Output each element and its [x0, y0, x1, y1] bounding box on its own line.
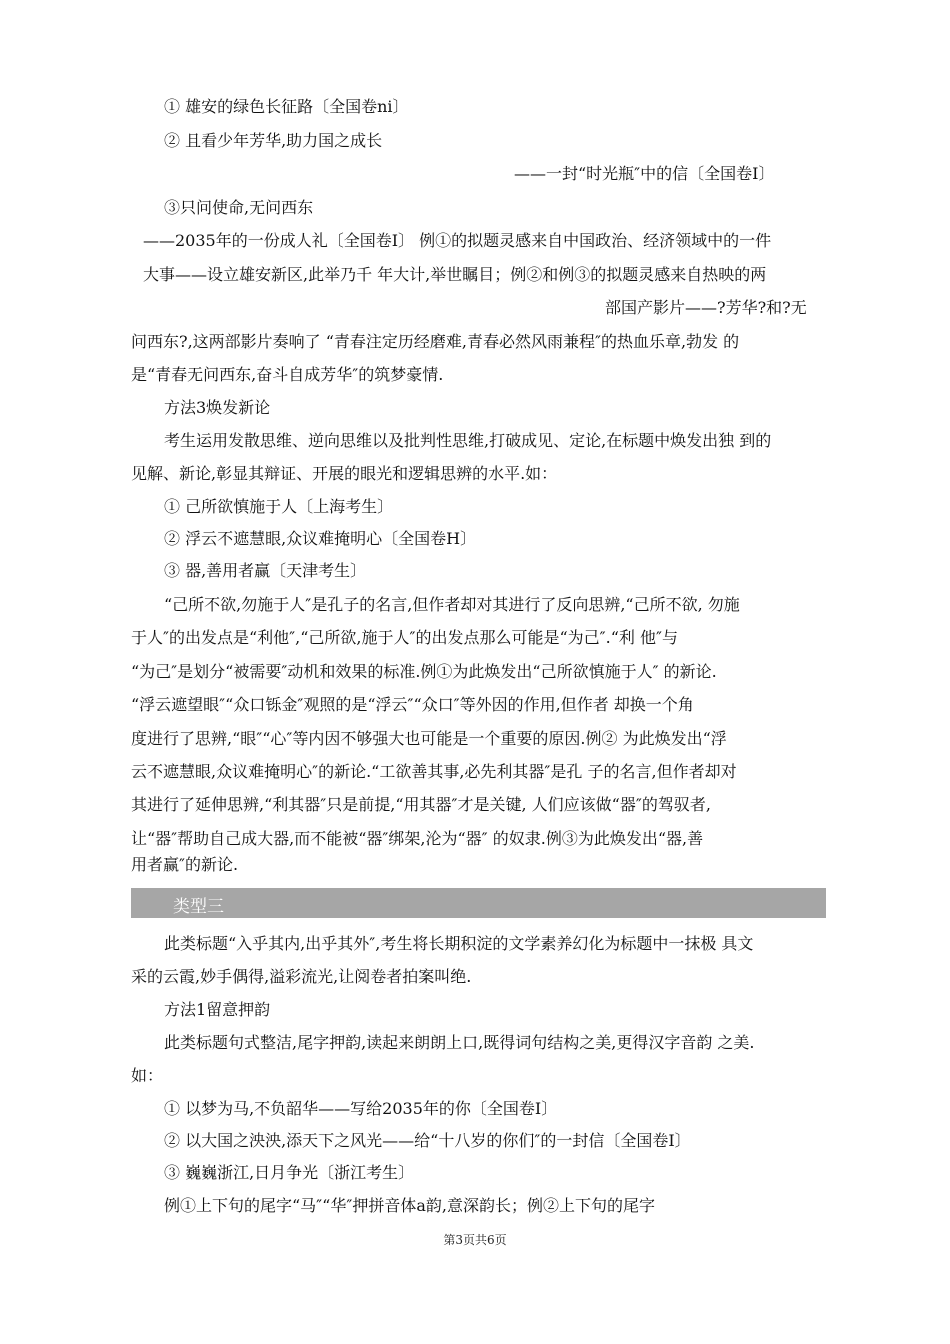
example-line: ② 且看少年芳华,助力国之成长 — [164, 131, 383, 150]
paragraph-line: 部国产影片——?芳华?和?无 — [605, 298, 807, 317]
paragraph-line: 问西东?,这两部影片奏响了 “青春注定历经磨难,青春必然风雨兼程″的热血乐章,勃发 的 — [131, 332, 740, 351]
paragraph-line: “己所不欲,勿施于人″是孔子的名言,但作者却对其进行了反向思辨,“己所不欲, 勿施 — [164, 595, 740, 614]
paragraph-line: 例①上下句的尾字“马″“华″押拼音体a韵,意深韵长；例②上下句的尾字 — [164, 1196, 655, 1215]
example-line: ③ 巍巍浙江,日月争光〔浙江考生〕 — [164, 1163, 415, 1182]
example-line: ② 以大国之泱泱,添天下之风光——给“十八岁的你们″的一封信〔全国卷I〕 — [164, 1131, 691, 1150]
paragraph-line: 如： — [131, 1066, 164, 1085]
paragraph-line: 此类标题句式整洁,尾字押韵,读起来朗朗上口,既得词句结构之美,更得汉字音韵 之美. — [164, 1033, 755, 1052]
paragraph-line: 让“器″帮助自己成大器,而不能被“器″绑架,沦为“器″ 的奴隶.例③为此焕发出“器,善 — [131, 829, 704, 848]
paragraph-line: 此类标题“入乎其内,出乎其外″,考生将长期积淀的文学素养幻化为标题中一抹极 具文 — [164, 934, 754, 953]
paragraph-line: 采的云霞,妙手偶得,溢彩流光,让阅卷者拍案叫绝. — [131, 967, 472, 986]
example-line: ③ 器,善用者赢〔天津考生〕 — [164, 561, 367, 580]
page-footer: 第3页共6页 — [443, 1233, 507, 1247]
paragraph-line: “浮云遮望眼″“众口铄金″观照的是“浮云″“众口″等外因的作用,但作者 却换一个角 — [131, 695, 694, 714]
example-line: ② 浮云不遮慧眼,众议难掩明心〔全国卷H〕 — [164, 529, 477, 548]
paragraph-line: “为己″是划分“被需要″动机和效果的标准.例①为此焕发出“己所欲慎施于人″ 的新论. — [131, 662, 717, 681]
example-line: ③只问使命,无问西东 — [164, 198, 314, 217]
paragraph-line: 于人″的出发点是“利他″,“己所欲,施于人″的出发点那么可能是“为己″.“利 他″与 — [131, 628, 678, 647]
method-heading: 方法1留意押韵 — [164, 1000, 271, 1019]
paragraph-line: 见解、新论,彰显其辩证、开展的眼光和逻辑思辨的水平.如： — [131, 464, 558, 483]
paragraph-line: 度进行了思辨,“眼″“心″等内因不够强大也可能是一个重要的原因.例② 为此焕发出“浮 — [131, 729, 727, 748]
paragraph-line: 是“青春无问西东,奋斗自成芳华″的筑梦豪情. — [131, 365, 444, 384]
paragraph-line: 其进行了延伸思辨,“利其器″只是前提,“用其器″才是关键, 人们应该做“器″的驾驭者, — [131, 795, 711, 814]
example-subtitle: ——一封“时光瓶″中的信〔全国卷I〕 — [514, 164, 775, 183]
paragraph-line: 云不遮慧眼,众议难掩明心″的新论.“工欲善其事,必先利其器″是孔 子的名言,但作者却对 — [131, 762, 737, 781]
paragraph-line: ——2035年的一份成人礼〔全国卷Ⅰ〕 例①的拟题灵感来自中国政治、经济领域中的一件 — [143, 231, 772, 250]
section-banner — [131, 888, 826, 918]
example-line: ① 以梦为马,不负韶华——写给2035年的你〔全国卷I〕 — [164, 1099, 558, 1118]
example-line: ① 己所欲慎施于人〔上海考生〕 — [164, 497, 394, 516]
method-heading: 方法3焕发新论 — [164, 398, 271, 417]
paragraph-line: 用者赢″的新论. — [131, 855, 239, 874]
example-line: ① 雄安的绿色长征路〔全国卷ni〕 — [164, 97, 409, 116]
paragraph-line: 大事——设立雄安新区,此举乃千 年大计,举世瞩目；例②和例③的拟题灵感来自热映的两 — [143, 265, 767, 284]
paragraph-line: 考生运用发散思维、逆向思维以及批判性思维,打破成见、定论,在标题中焕发出独 到的 — [164, 431, 772, 450]
section-banner-label: 类型三 — [173, 897, 224, 917]
